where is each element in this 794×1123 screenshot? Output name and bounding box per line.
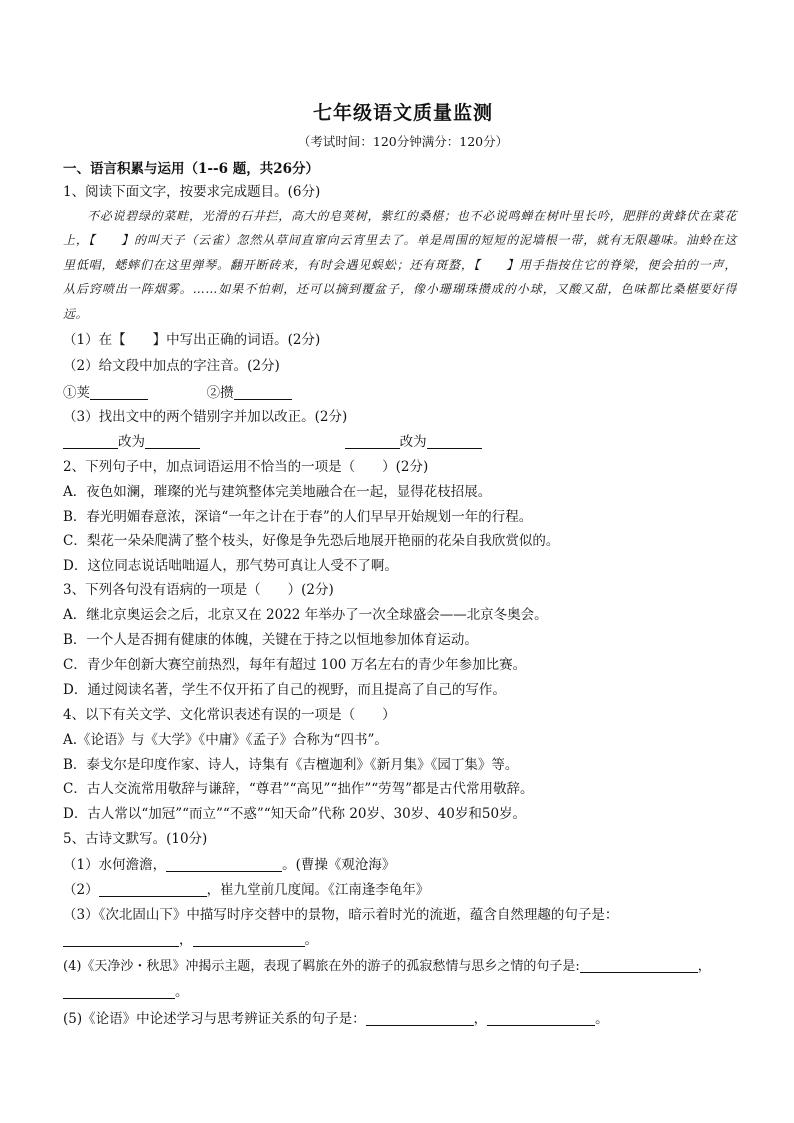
- reading-passage: 不必说碧绿的菜畦，光滑的石井拦，高大的皂荚树，紫红的桑椹；也不必说鸣蝉在树叶里长吟，肥胖的黄蜂伏在菜花上，【 】的叫天子（云雀）忽然从草间直窜向云宵里去了。单是周围的短短的泥墙根一带，就有无限趣味。油蛉在这里低唱，蟋蟀们在这里弹琴。翻开断砖来，有时会遇见蜈蚣；还有斑蝥，【 】用手指按住它的脊梁，便会拍的一声，从后窍喷出一阵烟雾。……如果不怕刺，还可以摘到覆盆子，像小珊瑚珠攒成的小球，又酸又甜，色味都比桑椹要好得远。: [63, 209, 737, 321]
- answer-blank[interactable]: [234, 385, 292, 400]
- q1-sub2: （2）给文段中加点的字注音。(2分): [63, 358, 280, 374]
- pinyin-item-2: ②攒: [206, 385, 234, 401]
- q5-item-4: [63, 958, 711, 976]
- q5-item-3-answers: [63, 931, 318, 949]
- answer-blank[interactable]: [580, 958, 698, 973]
- q4-option-c: C．古人交流常用敬辞与谦辞，“尊君”“高见”“拙作”“劳驾”都是古代常用敬辞。: [63, 781, 534, 797]
- q3-option-b: B．一个人是否拥有健康的体魄，关键在于持之以恒地参加体育运动。: [63, 632, 478, 648]
- q2-option-d: D．这位同志说话咄咄逼人，那气势可真让人受不了啊。: [63, 558, 398, 574]
- change-to-label: 改为: [399, 434, 427, 450]
- q5-item-2-suffix: ，崔九堂前几度闻。《江南逢李龟年》: [206, 882, 430, 898]
- q4-option-a: A.《论语》与《大学》《中庸》《孟子》合称为“四书”。: [63, 732, 388, 748]
- answer-blank[interactable]: [63, 932, 179, 947]
- answer-blank[interactable]: [345, 434, 400, 449]
- answer-blank[interactable]: [366, 1011, 474, 1026]
- answer-blank[interactable]: [63, 434, 118, 449]
- answer-blank[interactable]: [90, 385, 148, 400]
- answer-blank[interactable]: [193, 932, 305, 947]
- q5-item-1-suffix: 。(曹操《观沧海》: [282, 857, 396, 873]
- q5-item-4-text: (4)《天净沙・秋思》冲揭示主题，表现了羁旅在外的游子的孤寂愁情与思乡之情的句子是:: [63, 959, 580, 974]
- answer-blank[interactable]: [99, 882, 207, 897]
- q1-sub2-answers: [63, 384, 292, 402]
- period: 。: [175, 984, 189, 1000]
- change-to-label: 改为: [118, 434, 145, 450]
- q2-option-c: C．梨花一朵朵爬满了整个枝头，好像是争先恐后地展开艳丽的花朵自我欣赏似的。: [63, 533, 560, 549]
- q5-item-5-text: (5)《论语》中论述学习与思考辨证关系的句子是：: [63, 1011, 366, 1027]
- q1-sub3-answers: [63, 433, 482, 451]
- q5-item-1-prefix: （1）水何澹澹，: [63, 857, 167, 873]
- answer-blank[interactable]: [145, 434, 200, 449]
- comma: ，: [179, 932, 193, 948]
- question-5-stem: 5、古诗文默写。(10分): [63, 831, 208, 847]
- q5-item-2: [63, 881, 429, 899]
- page-title: 七年级语文质量监测: [312, 102, 493, 124]
- section-heading: 一、语言积累与运用（1--6 题，共26分）: [63, 161, 319, 177]
- question-1-stem: 1、阅读下面文字，按要求完成题目。(6分): [63, 184, 321, 200]
- q5-item-2-prefix: （2）: [63, 882, 99, 898]
- period: 。: [304, 932, 318, 948]
- exam-info: （考试时间：120分钟满分：120分）: [297, 134, 509, 149]
- q4-option-b: B．泰戈尔是印度作家、诗人，诗集有《吉檀迦利》《新月集》《园丁集》等。: [63, 757, 519, 773]
- q2-option-b: B．春光明媚春意浓，深谙“一年之计在于春”的人们早早开始规划一年的行程。: [63, 509, 533, 525]
- q5-item-4-answers: [63, 983, 189, 1001]
- comma: ，: [697, 959, 711, 974]
- pinyin-item-1: ①荚: [63, 385, 90, 401]
- answer-blank[interactable]: [427, 434, 482, 449]
- q5-item-1: [63, 856, 395, 874]
- question-4-stem: 4、以下有关文学、文化常识表述有误的一项是（ ）: [63, 707, 396, 723]
- q5-item-3: （3）《次北固山下》中描写时序交替中的景物，暗示着时光的流逝，蕴含自然理趣的句子是：: [63, 907, 619, 923]
- q5-item-5: [63, 1010, 609, 1028]
- answer-blank[interactable]: [487, 1011, 595, 1026]
- comma: ，: [473, 1011, 488, 1027]
- q2-option-a: A．夜色如澜，璀璨的光与建筑整体完美地融合在一起，显得花枝招展。: [63, 484, 492, 500]
- answer-blank[interactable]: [63, 984, 175, 999]
- q4-option-d: D．古人常以“加冠”“而立”“不惑”“知天命”代称 20岁、30岁、40岁和50岁。: [63, 806, 527, 822]
- question-3-stem: 3、下列各句没有语病的一项是（ ）(2分): [63, 582, 334, 598]
- question-2-stem: 2、下列句子中，加点词语运用不恰当的一项是（ ）(2分): [63, 459, 429, 475]
- q3-option-d: D．通过阅读名著，学生不仅开拓了自己的视野，而且提高了自己的写作。: [63, 682, 506, 698]
- period: 。: [595, 1011, 609, 1027]
- q3-option-a: A．继北京奥运会之后，北京又在 2022 年举办了一次全球盛会——北京冬奥会。: [63, 607, 548, 623]
- q1-sub3: （3）找出文中的两个错别字并加以改正。(2分): [63, 409, 348, 425]
- answer-blank[interactable]: [166, 857, 282, 872]
- q1-sub1: （1）在【 】中写出正确的词语。(2分): [63, 332, 321, 348]
- q3-option-c: C．青少年创新大赛空前热烈，每年有超过 100 万名左右的青少年参加比赛。: [63, 657, 527, 673]
